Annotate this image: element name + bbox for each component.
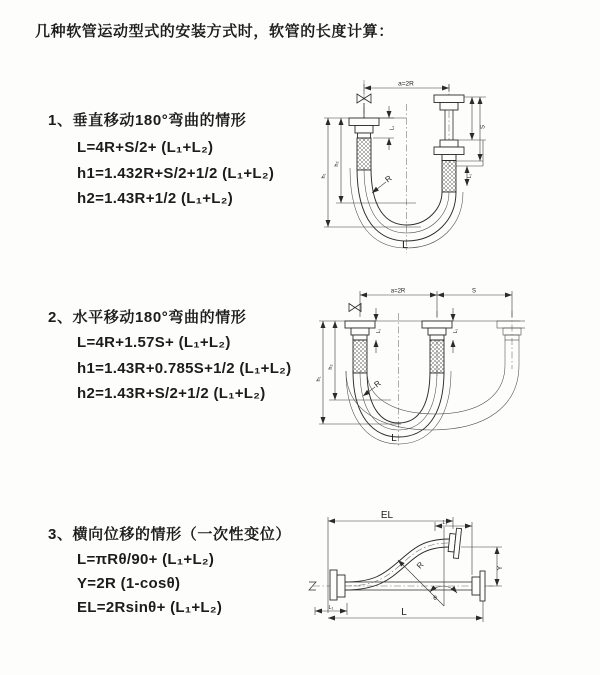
radius-callout <box>372 174 394 193</box>
dim-label-r: R <box>414 560 426 571</box>
dim-label-theta: θ <box>433 595 437 602</box>
dim-label-l1-mid: L₁ <box>453 328 459 334</box>
dimension-a2r <box>364 81 449 95</box>
diagram-vertical-move-180-bend <box>316 72 502 258</box>
dim-label-r: R <box>372 378 383 390</box>
section-2-formula-h2: h2=1.43R+S/2+1/2 (L₁+L₂) <box>77 385 266 402</box>
dim-label-h2: h₂ <box>328 364 334 370</box>
dim-label-y: Y <box>497 565 504 571</box>
dim-label-l1-top: L₁ <box>442 520 448 526</box>
dim-label-h2: h₂ <box>334 161 340 167</box>
dimension-s-right <box>456 97 487 186</box>
dim-label-l-total: L <box>401 607 407 618</box>
left-flange-fitting <box>349 118 379 170</box>
dim-label-h1: h₁ <box>316 376 322 382</box>
dim-label-l-total: L <box>401 239 409 251</box>
dim-label-l1: L₁ <box>389 125 396 131</box>
dim-label-l1-right: L₁ <box>467 173 473 179</box>
middle-flange-fitting <box>422 321 452 373</box>
dim-label-a2r: a=2R <box>390 288 406 295</box>
dim-label-l-total: L <box>391 433 397 444</box>
dimension-l1-bottom <box>315 603 347 615</box>
section-3-formula-EL: EL=2Rsinθ+ (L₁+L₂) <box>77 599 223 616</box>
dimension-l <box>328 601 483 622</box>
section-3-heading: 3、横向位移的情形（一次性变位） <box>48 526 291 543</box>
dim-label-el: EL <box>380 510 394 521</box>
section-3-formula-Y: Y=2R (1-cosθ) <box>77 575 181 592</box>
dim-label-a2r: a=2R <box>398 80 414 88</box>
section-1-formula-L: L=4R+S/2+ (L₁+L₂) <box>77 139 214 156</box>
dim-label-l1-bottom: L₁ <box>328 605 334 611</box>
hose-curve-moved <box>346 365 519 430</box>
dim-label-s: S <box>471 288 477 295</box>
valve-icon <box>349 304 361 312</box>
page-title: 几种软管运动型式的安装方式时，软管的长度计算： <box>35 23 394 40</box>
radius-callout <box>363 379 383 396</box>
dim-label-r: R <box>383 173 394 185</box>
diagram-lateral-displacement <box>301 503 513 637</box>
section-3-formula-L: L=πRθ/90+ (L₁+L₂) <box>77 551 215 568</box>
dim-label-s: S <box>480 124 487 130</box>
section-1-heading: 1、垂直移动180°弯曲的情形 <box>48 112 247 129</box>
dimension-l1-left <box>373 106 396 150</box>
section-2-formula-L: L=4R+1.57S+ (L₁+L₂) <box>77 334 231 351</box>
dimension-a2r-s <box>360 289 512 318</box>
dimension-l1-left <box>376 308 382 353</box>
section-2-heading: 2、水平移动180°弯曲的情形 <box>48 309 247 326</box>
dimension-l1-middle <box>453 308 459 353</box>
right-flange-fitting <box>434 95 464 192</box>
left-flange-fitting <box>345 321 375 373</box>
section-1-formula-h2: h2=1.43R+1/2 (L₁+L₂) <box>77 190 234 207</box>
section-1-formula-h1: h1=1.432R+S/2+1/2 (L₁+L₂) <box>77 165 275 182</box>
dim-label-h1: h₁ <box>321 173 327 179</box>
right-flange-fitting-moved <box>497 321 525 365</box>
left-flange-fitting <box>330 570 345 600</box>
diagram-horizontal-move-180-bend <box>313 283 525 451</box>
dim-label-l1: L₁ <box>376 328 382 334</box>
section-2-formula-h1: h1=1.43R+0.785S+1/2 (L₁+L₂) <box>77 360 292 377</box>
